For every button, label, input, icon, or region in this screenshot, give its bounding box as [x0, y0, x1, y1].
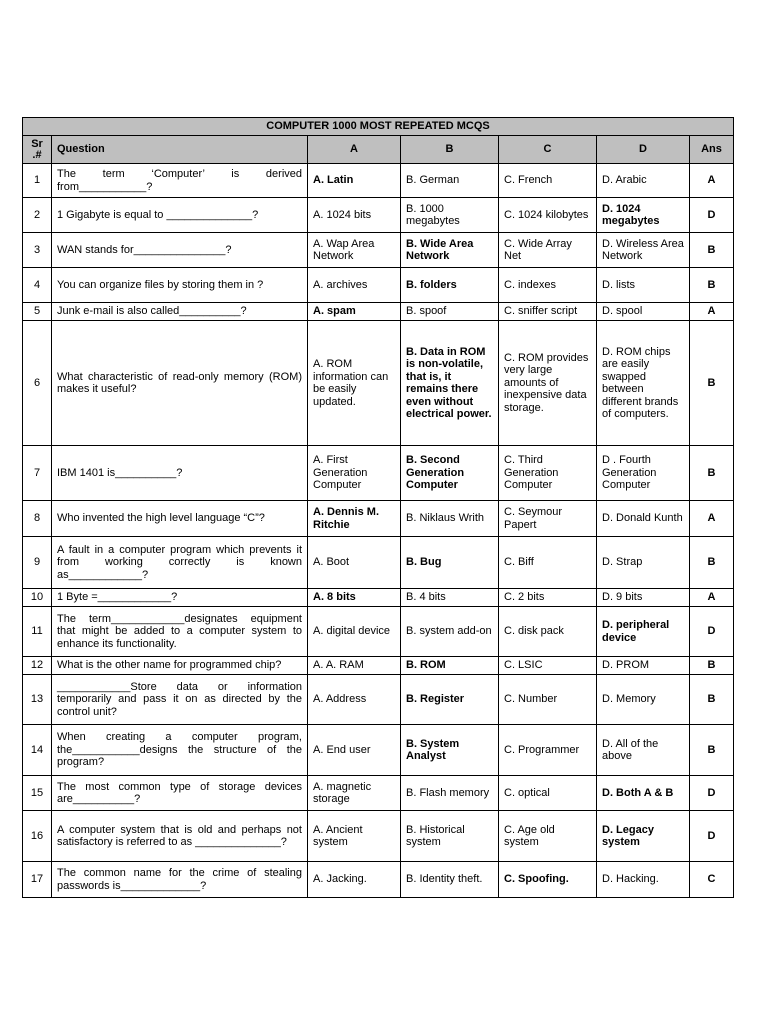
header-ans: Ans	[690, 136, 734, 164]
header-b: B	[401, 136, 499, 164]
table-row	[23, 321, 734, 446]
row-number: 8	[23, 501, 52, 537]
answer-cell: B	[690, 233, 734, 268]
option-a-cell: A. Jacking.	[308, 862, 401, 898]
option-d-cell: D. Strap	[597, 537, 690, 589]
option-c-cell: C. 2 bits	[499, 589, 597, 607]
row-number: 13	[23, 675, 52, 725]
option-d-cell: D. Donald Kunth	[597, 501, 690, 537]
table-row	[23, 501, 734, 537]
question-cell: WAN stands for_______________?	[52, 233, 308, 268]
option-a-cell: A. spam	[308, 303, 401, 321]
answer-cell: A	[690, 164, 734, 198]
option-b-cell: B. 1000 megabytes	[401, 198, 499, 233]
option-c-cell: C. Spoofing.	[499, 862, 597, 898]
option-b-cell: B. Second Generation Computer	[401, 446, 499, 501]
question-cell: What is the other name for programmed chip?	[52, 657, 308, 675]
table-row	[23, 811, 734, 862]
answer-cell: D	[690, 198, 734, 233]
table-row	[23, 198, 734, 233]
answer-cell: B	[690, 446, 734, 501]
header-d: D	[597, 136, 690, 164]
table-row	[23, 725, 734, 776]
option-c-cell: C. sniffer script	[499, 303, 597, 321]
option-a-cell: A. Boot	[308, 537, 401, 589]
option-b-cell: B. ROM	[401, 657, 499, 675]
option-d-cell: D. lists	[597, 268, 690, 303]
answer-cell: D	[690, 776, 734, 811]
question-cell: Junk e-mail is also called__________?	[52, 303, 308, 321]
question-cell: IBM 1401 is__________?	[52, 446, 308, 501]
option-b-cell: B. German	[401, 164, 499, 198]
table-row	[23, 776, 734, 811]
option-d-cell: D. All of the above	[597, 725, 690, 776]
option-b-cell: B. spoof	[401, 303, 499, 321]
answer-cell: B	[690, 675, 734, 725]
question-cell: The term____________designates equipment that might be added to a computer system to enhance its functionality.	[52, 607, 308, 657]
question-cell: A fault in a computer program which prevents it from working correctly is known as____________?	[52, 537, 308, 589]
option-a-cell: A. 8 bits	[308, 589, 401, 607]
option-b-cell: B. Data in ROM is non-volatile, that is, it remains there even without electrical power.	[401, 321, 499, 446]
table-row	[23, 164, 734, 198]
table-row	[23, 268, 734, 303]
row-number: 7	[23, 446, 52, 501]
row-number: 14	[23, 725, 52, 776]
question-cell: What characteristic of read-only memory (ROM) makes it useful?	[52, 321, 308, 446]
option-d-cell: D. Memory	[597, 675, 690, 725]
option-d-cell: D. Both A & B	[597, 776, 690, 811]
option-c-cell: C. Age old system	[499, 811, 597, 862]
table-row	[23, 537, 734, 589]
option-d-cell: D. ROM chips are easily swapped between different brands of computers.	[597, 321, 690, 446]
option-b-cell: B. Niklaus Writh	[401, 501, 499, 537]
option-d-cell: D. Arabic	[597, 164, 690, 198]
option-a-cell: A. 1024 bits	[308, 198, 401, 233]
option-c-cell: C. Third Generation Computer	[499, 446, 597, 501]
option-c-cell: C. disk pack	[499, 607, 597, 657]
option-a-cell: A. A. RAM	[308, 657, 401, 675]
option-d-cell: D . Fourth Generation Computer	[597, 446, 690, 501]
option-b-cell: B. System Analyst	[401, 725, 499, 776]
table-row	[23, 607, 734, 657]
option-b-cell: B. Flash memory	[401, 776, 499, 811]
option-c-cell: C. indexes	[499, 268, 597, 303]
row-number: 10	[23, 589, 52, 607]
option-a-cell: A. magnetic storage	[308, 776, 401, 811]
table-title: COMPUTER 1000 MOST REPEATED MCQS	[23, 118, 734, 136]
option-c-cell: C. Programmer	[499, 725, 597, 776]
option-a-cell: A. Ancient system	[308, 811, 401, 862]
table-row	[23, 233, 734, 268]
row-number: 11	[23, 607, 52, 657]
question-cell: ____________Store data or information temporarily and pass it on as directed by the control unit?	[52, 675, 308, 725]
option-d-cell: D. 9 bits	[597, 589, 690, 607]
row-number: 12	[23, 657, 52, 675]
header-a: A	[308, 136, 401, 164]
row-number: 5	[23, 303, 52, 321]
mcq-table	[22, 117, 734, 898]
option-b-cell: B. folders	[401, 268, 499, 303]
option-a-cell: A. Dennis M. Ritchie	[308, 501, 401, 537]
option-b-cell: B. Register	[401, 675, 499, 725]
answer-cell: B	[690, 537, 734, 589]
header-c: C	[499, 136, 597, 164]
option-a-cell: A. Wap Area Network	[308, 233, 401, 268]
option-c-cell: C. Number	[499, 675, 597, 725]
option-d-cell: D. Legacy system	[597, 811, 690, 862]
question-cell: 1 Byte =____________?	[52, 589, 308, 607]
answer-cell: A	[690, 501, 734, 537]
option-a-cell: A. archives	[308, 268, 401, 303]
table-row	[23, 862, 734, 898]
option-a-cell: A. First Generation Computer	[308, 446, 401, 501]
option-d-cell: D. 1024 megabytes	[597, 198, 690, 233]
answer-cell: B	[690, 321, 734, 446]
option-c-cell: C. 1024 kilobytes	[499, 198, 597, 233]
header-sr: Sr .#	[23, 136, 52, 164]
option-c-cell: C. optical	[499, 776, 597, 811]
option-d-cell: D. PROM	[597, 657, 690, 675]
answer-cell: B	[690, 657, 734, 675]
answer-cell: B	[690, 725, 734, 776]
header-row	[23, 136, 734, 164]
option-c-cell: C. Seymour Papert	[499, 501, 597, 537]
option-a-cell: A. End user	[308, 725, 401, 776]
question-rows	[23, 164, 734, 898]
table-row	[23, 657, 734, 675]
option-c-cell: C. ROM provides very large amounts of inexpensive data storage.	[499, 321, 597, 446]
row-number: 9	[23, 537, 52, 589]
option-b-cell: B. system add-on	[401, 607, 499, 657]
answer-cell: D	[690, 607, 734, 657]
answer-cell: A	[690, 303, 734, 321]
option-b-cell: B. Historical system	[401, 811, 499, 862]
row-number: 4	[23, 268, 52, 303]
answer-cell: C	[690, 862, 734, 898]
option-d-cell: D. spool	[597, 303, 690, 321]
option-a-cell: A. Latin	[308, 164, 401, 198]
option-a-cell: A. Address	[308, 675, 401, 725]
option-c-cell: C. Biff	[499, 537, 597, 589]
row-number: 16	[23, 811, 52, 862]
answer-cell: A	[690, 589, 734, 607]
option-d-cell: D. peripheral device	[597, 607, 690, 657]
option-c-cell: C. French	[499, 164, 597, 198]
option-b-cell: B. Bug	[401, 537, 499, 589]
question-cell: Who invented the high level language “C”?	[52, 501, 308, 537]
row-number: 1	[23, 164, 52, 198]
option-a-cell: A. ROM information can be easily updated.	[308, 321, 401, 446]
header-question: Question	[52, 136, 308, 164]
option-a-cell: A. digital device	[308, 607, 401, 657]
option-d-cell: D. Wireless Area Network	[597, 233, 690, 268]
table-row	[23, 589, 734, 607]
option-b-cell: B. Identity theft.	[401, 862, 499, 898]
question-cell: When creating a computer program, the___________designs the structure of the program?	[52, 725, 308, 776]
option-b-cell: B. 4 bits	[401, 589, 499, 607]
row-number: 15	[23, 776, 52, 811]
row-number: 2	[23, 198, 52, 233]
row-number: 17	[23, 862, 52, 898]
question-cell: You can organize files by storing them in ?	[52, 268, 308, 303]
question-cell: The common name for the crime of stealing passwords is_____________?	[52, 862, 308, 898]
question-cell: The most common type of storage devices are__________?	[52, 776, 308, 811]
answer-cell: B	[690, 268, 734, 303]
table-row	[23, 675, 734, 725]
question-cell: The term ‘Computer’ is derived from___________?	[52, 164, 308, 198]
question-cell: 1 Gigabyte is equal to ______________?	[52, 198, 308, 233]
option-c-cell: C. LSIC	[499, 657, 597, 675]
option-b-cell: B. Wide Area Network	[401, 233, 499, 268]
table-row	[23, 446, 734, 501]
row-number: 6	[23, 321, 52, 446]
option-d-cell: D. Hacking.	[597, 862, 690, 898]
row-number: 3	[23, 233, 52, 268]
answer-cell: D	[690, 811, 734, 862]
table-row	[23, 303, 734, 321]
option-c-cell: C. Wide Array Net	[499, 233, 597, 268]
question-cell: A computer system that is old and perhaps not satisfactory is referred to as ______________?	[52, 811, 308, 862]
